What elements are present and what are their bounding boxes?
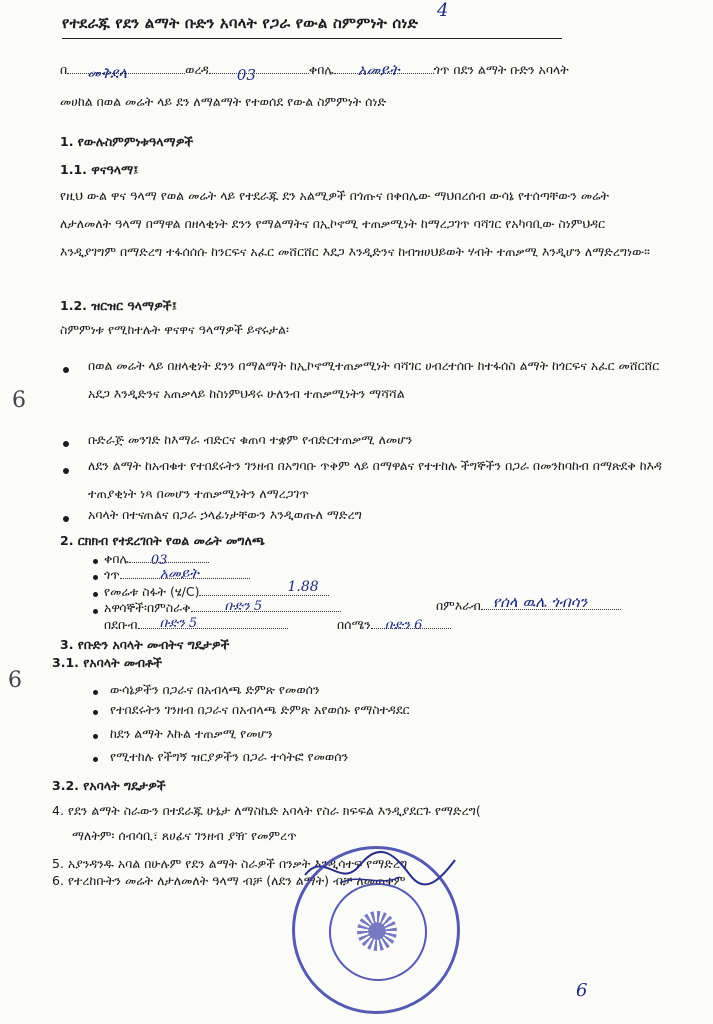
bullet-dot bbox=[63, 441, 69, 447]
south-label: በደቡብ bbox=[104, 617, 138, 632]
objective-item-1: በወል መሬት ላይ በዘላቂነት ደንን በማልማት ከኢኮኖሚተጠቃሚነት ባሻገር ሀብረተሰቡ ከተፋሰስ ልማት ከጎርፍና አፈር መሸርሸር አደጋ እንዲድንና አጠቃላይ ከስነምህዳሩ ሁለንብ ተጠቃሚነትን ማሻሻል bbox=[88, 358, 660, 401]
west-boundary-value: የሰላ ዉሌ ጎብሳን bbox=[492, 593, 588, 611]
section-1-heading: 1. የውሉስምምነቱዓላማዎች bbox=[60, 134, 194, 149]
section-2-heading: 2. ርክክብ የተደረገበት የወል መሬት መግለጫ bbox=[60, 533, 265, 548]
south-boundary-value: ቡድን 5 bbox=[159, 616, 198, 631]
document-title: የተደራጁ የደን ልማት ቡድን አባላት የጋራ የውል ስምምነት ሰነድ bbox=[62, 14, 419, 32]
bullet-dot bbox=[63, 468, 69, 474]
page-number-mark: 4 bbox=[437, 0, 449, 21]
section-4-line-2: ማለትም፡ ሰብሳቢ፣ ጸሀፊና ገንዘብ ያዥ የመምረጥ bbox=[72, 828, 297, 843]
land-west-row bbox=[436, 593, 621, 614]
bullet-dot bbox=[93, 559, 98, 564]
section-3-2-heading: 3.2. የአባላት ግዴታዎች bbox=[52, 778, 166, 793]
intro-line-1-tail: ጎጥ በደን ልማት ቡድን አባላት bbox=[433, 62, 569, 77]
north-boundary-value: ቡድን 6 bbox=[384, 618, 423, 633]
kebele-value: አመይት bbox=[357, 61, 400, 79]
section-3-heading: 3. የቡድን አባላት መብትና ግዴታዎች bbox=[60, 637, 230, 652]
bullet-dot bbox=[93, 710, 98, 715]
land-north-row bbox=[337, 617, 451, 633]
zone-value: መቅደላ bbox=[87, 64, 127, 82]
right-item-1: ውሳኔዎችን በጋራና በአብላጫ ድምጽ የመወሰን bbox=[110, 682, 320, 697]
section-1-1-heading: 1.1. ዋናዓላማ፤ bbox=[60, 162, 139, 177]
land-area-row bbox=[104, 579, 329, 600]
objective-item-2: ቡድራጅ መንገድ ከእማራ ብድርና ቁጠባ ተቋም የብድርተጠቃሚ ለመሆን bbox=[88, 432, 413, 447]
woreda-value: 03 bbox=[236, 66, 256, 84]
title-underline bbox=[62, 38, 562, 39]
west-label: በምእራብ bbox=[436, 598, 481, 613]
bullet-dot bbox=[93, 592, 98, 597]
section-1-2-heading: 1.2. ዝርዝር ዓላማዎች፤ bbox=[60, 298, 177, 313]
section-6-text: 6. የተረከቡትን መሬት ለታለመለት ዓላማ ብቻ (ለደን ልማት) ብቻ ለመጠቀም bbox=[52, 873, 406, 888]
right-item-2: የተበደሩትን ገንዘብ በጋራና በአብላጫ ድምጽ አየወሰኑ የማስተዳደር bbox=[110, 702, 410, 717]
land-got-row bbox=[104, 567, 250, 583]
land-kebele-value: 03 bbox=[150, 553, 168, 568]
section-1-2-intro: ስምምነቱ የሚከተሉት ዋናዋና ዓላማዎች ይኖሩታል፡ bbox=[60, 322, 289, 337]
land-got-label: ጎጥ bbox=[104, 567, 120, 582]
east-boundary-value: ቡድን 5 bbox=[224, 599, 263, 614]
margin-mark-1: 6 bbox=[12, 388, 26, 413]
bounds-label: አዋሳኞች፡በምስራቅ bbox=[104, 600, 191, 615]
north-label: በሰሜን bbox=[337, 617, 371, 632]
intro-line-2: መሀከል በወል መሬት ላይ ደን ለማልማት የተወሰደ የውል ስምምነት ሰነድ bbox=[60, 94, 387, 109]
right-item-3: ከደን ልማት እኩል ተጠቃሚ የመሆን bbox=[110, 726, 273, 741]
margin-mark-2: 6 bbox=[8, 668, 22, 693]
bullet-dot bbox=[93, 757, 98, 762]
land-east-row bbox=[104, 600, 341, 616]
land-area-label: የመሬቱ ስፋት (ሄ/C) bbox=[104, 584, 200, 599]
land-got-value: አመይት bbox=[159, 566, 199, 582]
bullet-dot bbox=[63, 367, 69, 373]
bullet-dot bbox=[93, 575, 98, 580]
land-area-value: 1.88 bbox=[287, 579, 319, 595]
stamp-emblem-icon bbox=[357, 911, 397, 951]
section-5-text: 5. አያንዳንዱ አባል በሁሉም የደን ልማት ስራዎች በንቃት እንዲሳተፍ የማድረግ bbox=[52, 856, 408, 871]
bullet-dot bbox=[93, 690, 98, 695]
official-stamp bbox=[292, 846, 460, 1014]
intro-line-1 bbox=[60, 61, 569, 84]
section-4-line-1: 4. የደን ልማት ስራውን በተደራጁ ሁኔታ ለማስኬድ አባላት የስራ ክፍፍል እንዲያደርጉ የማድረግ( bbox=[52, 803, 481, 818]
land-kebele-row bbox=[104, 551, 209, 567]
bullet-dot bbox=[63, 516, 69, 522]
section-3-1-heading: 3.1. የአባላት መብቶች bbox=[52, 655, 163, 670]
bullet-dot bbox=[93, 609, 98, 614]
footer-mark: 6 bbox=[576, 980, 588, 1001]
objective-item-4: አባላት በተናጠልና በጋራ ኃላፊነታቸውን እንዲወጡለ ማድረግ bbox=[88, 507, 362, 522]
land-kebele-label: ቀበሌ bbox=[104, 551, 129, 566]
objective-item-3: ለደን ልማት ከአብቁተ የተበደሩትን ገንዘብ በአግባቡ ጥቅም ላይ በማዋልና የተተከሉ ችግኞችን በጋራ በመንከባከብ በማጽደቅ ከእዳ ተጠያቂነት ነጻ በመሆን ተጠቃሚነትን ለማረጋገጥ bbox=[88, 458, 662, 501]
section-1-1-text: የዚህ ውል ዋና ዓላማ የወል መሬት ላይ የተደራጁ ደን አልሚዎች በጎጡና በቀበሌው ማህበረሰብ ውሳኔ የተሰጣቸውን መሬት ለታለመለት ዓላማ በማዋል በዘላቂነት ደንን የማልማትና በኢኮኖሚ ተጠቃሚነት ከማረጋገጥ ባሻገር የአካባቢው ስነምህዳር እንዲያገግም በማድረግ ተፋሰሰሱ ከንርፍና አፈር መሸርሸር እደጋ እንዲድንና ከብዝሀህይወት ሃብት ተጠቃሚ እንዲሆን ለማድረግነው፡፡ bbox=[60, 188, 651, 259]
right-item-4: የሚተከሉ የችግኝ ዝርያዎችን በጋራ ተሳትፎ የመወሰን bbox=[110, 749, 349, 764]
intro-label-in: በ bbox=[60, 62, 68, 77]
bullet-dot bbox=[93, 734, 98, 739]
land-south-row bbox=[104, 617, 288, 633]
woreda-label: ወረዳ bbox=[185, 62, 209, 77]
kebele-label: ቀበሌ bbox=[308, 62, 334, 77]
